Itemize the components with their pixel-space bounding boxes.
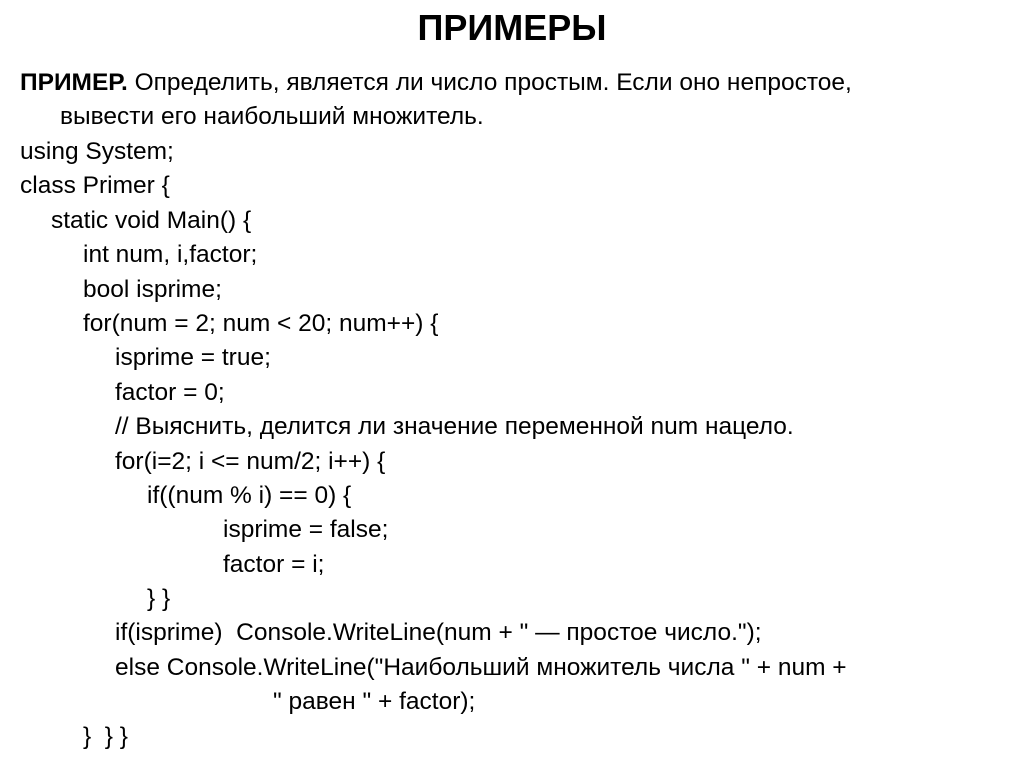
code-line: isprime = true; [115,344,271,372]
example-description [20,66,1010,134]
code-line: if((num % i) == 0) { [147,481,352,509]
code-line: } } [147,585,171,613]
code-line: bool isprime; [83,275,222,303]
code-line: " равен " + factor); [273,688,476,716]
code-line: using System; [20,138,174,165]
description-line-1 [20,66,1010,100]
code-line: if(isprime) Console.WriteLine(num + " — простое число."); [115,619,762,647]
code-line: for(i=2; i <= num/2; i++) { [115,447,386,475]
code-line: class Primer { [20,172,170,200]
code-line: int num, i,factor; [83,241,258,269]
code-line: static void Main() { [51,206,252,234]
slide-title: ПРИМЕРЫ [417,7,607,48]
code-block [20,135,847,754]
code-line: else Console.WriteLine("Наибольший множитель числа " + num + [115,653,847,681]
code-comment-line: // Выяснить, делится ли значение переменной num нацело. [115,413,794,441]
code-line: for(num = 2; num < 20; num++) { [83,309,439,337]
description-text-1: Определить, является ли число простым. Если оно непростое, [127,69,852,96]
description-line-2: вывести его наибольший множитель. [60,103,484,130]
code-line: } } } [83,722,128,750]
code-line: factor = i; [223,550,325,578]
code-line: isprime = false; [223,516,389,544]
example-label: ПРИМЕР. [20,69,128,96]
code-line: factor = 0; [115,378,225,406]
